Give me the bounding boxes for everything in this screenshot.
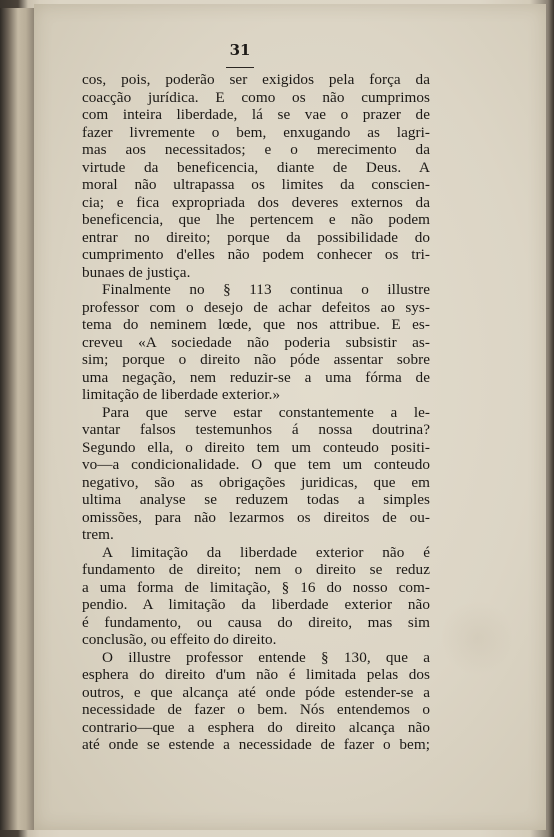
text-line: creveu «A sociedade não poderia subsistir as- — [82, 333, 430, 351]
text-line: até onde se estende a necessidade de fazer o bem; — [82, 736, 430, 753]
text-line: a uma forma de limitação, § 16 do nosso com- — [82, 578, 430, 596]
text-line: O illustre professor entende § 130, que a — [102, 648, 430, 666]
text-line: omissões, para não lezarmos os direitos de ou- — [82, 508, 430, 526]
text-line: é fundamento, ou causa do direito, mas sim — [82, 613, 430, 631]
text-line: esphera do direito d'um não é limitada pelas dos — [82, 666, 430, 683]
text-line: entrar no direito; porque da possibilidade do — [82, 228, 430, 246]
text-line: contrario—que a esphera do direito alcança não — [82, 718, 430, 736]
text-line: virtude da beneficencia, diante de Deus. A — [82, 158, 430, 176]
page-number: 31 — [229, 41, 251, 59]
text-line: fazer livremente o bem, enxugando as lagri- — [82, 123, 430, 141]
text-line: cos, pois, poderão ser exigidos pela força da — [82, 71, 430, 88]
text-line: uma negação, nem reduzir-se a uma fórma de — [82, 368, 430, 386]
text-line: limitação de liberdade exterior.» — [82, 386, 281, 403]
text-line: moral não ultrapassa os limites da conscien- — [82, 176, 430, 193]
text-line: coacção jurídica. E como os não cumprimos — [82, 88, 430, 106]
page-number-rule — [226, 67, 254, 68]
text-line: bunaes de justiça. — [82, 263, 191, 281]
text-line: conclusão, ou effeito do direito. — [82, 631, 277, 648]
text-line: A limitação da liberdade exterior não é — [102, 543, 430, 561]
text-line: vo—a condicionalidade. O que tem um conteudo — [82, 456, 430, 473]
text-line: vantar falsos testemunhos á nossa doutrina? — [82, 421, 430, 438]
text-line: negativo, são as obrigações juridicas, que em — [82, 473, 430, 491]
text-line: com inteira liberdade, lá se vae o prazer de — [82, 106, 430, 123]
previous-page-edge — [0, 8, 35, 830]
text-line: pendio. A limitação da liberdade exterior não — [82, 596, 430, 613]
text-line: tema do neminem lœde, que nos attribue. E es- — [82, 316, 430, 333]
text-line: fundamento de direito; nem o direito se reduz — [82, 561, 430, 578]
text-line: cia; e fica expropriada dos deveres externos da — [82, 193, 430, 211]
text-line: beneficencia, que lhe pertencem e não podem — [82, 211, 430, 228]
text-line: ultima analyse se reduzem todas a simples — [82, 491, 430, 508]
text-line: trem. — [82, 526, 114, 543]
paper-stain — [442, 598, 512, 678]
text-line: outros, e que alcança até onde póde estender-se a — [82, 683, 430, 701]
text-line: mas aos necessitados; e o merecimento da — [82, 141, 430, 158]
text-line: necessidade de fazer o bem. Nós entendemos o — [82, 701, 430, 718]
text-line: cumprimento d'elles não podem conhecer os tri- — [82, 246, 430, 263]
text-line: sim; porque o direito não póde assentar sobre — [82, 351, 430, 368]
text-line: Finalmente no § 113 continua o illustre — [102, 281, 430, 298]
text-line: Para que serve estar constantemente a le- — [102, 403, 430, 421]
text-line: Segundo ella, o direito tem um conteudo positi- — [82, 438, 430, 456]
body-text — [82, 71, 430, 754]
text-line: professor com o desejo de achar defeitos ao sys- — [82, 298, 430, 316]
